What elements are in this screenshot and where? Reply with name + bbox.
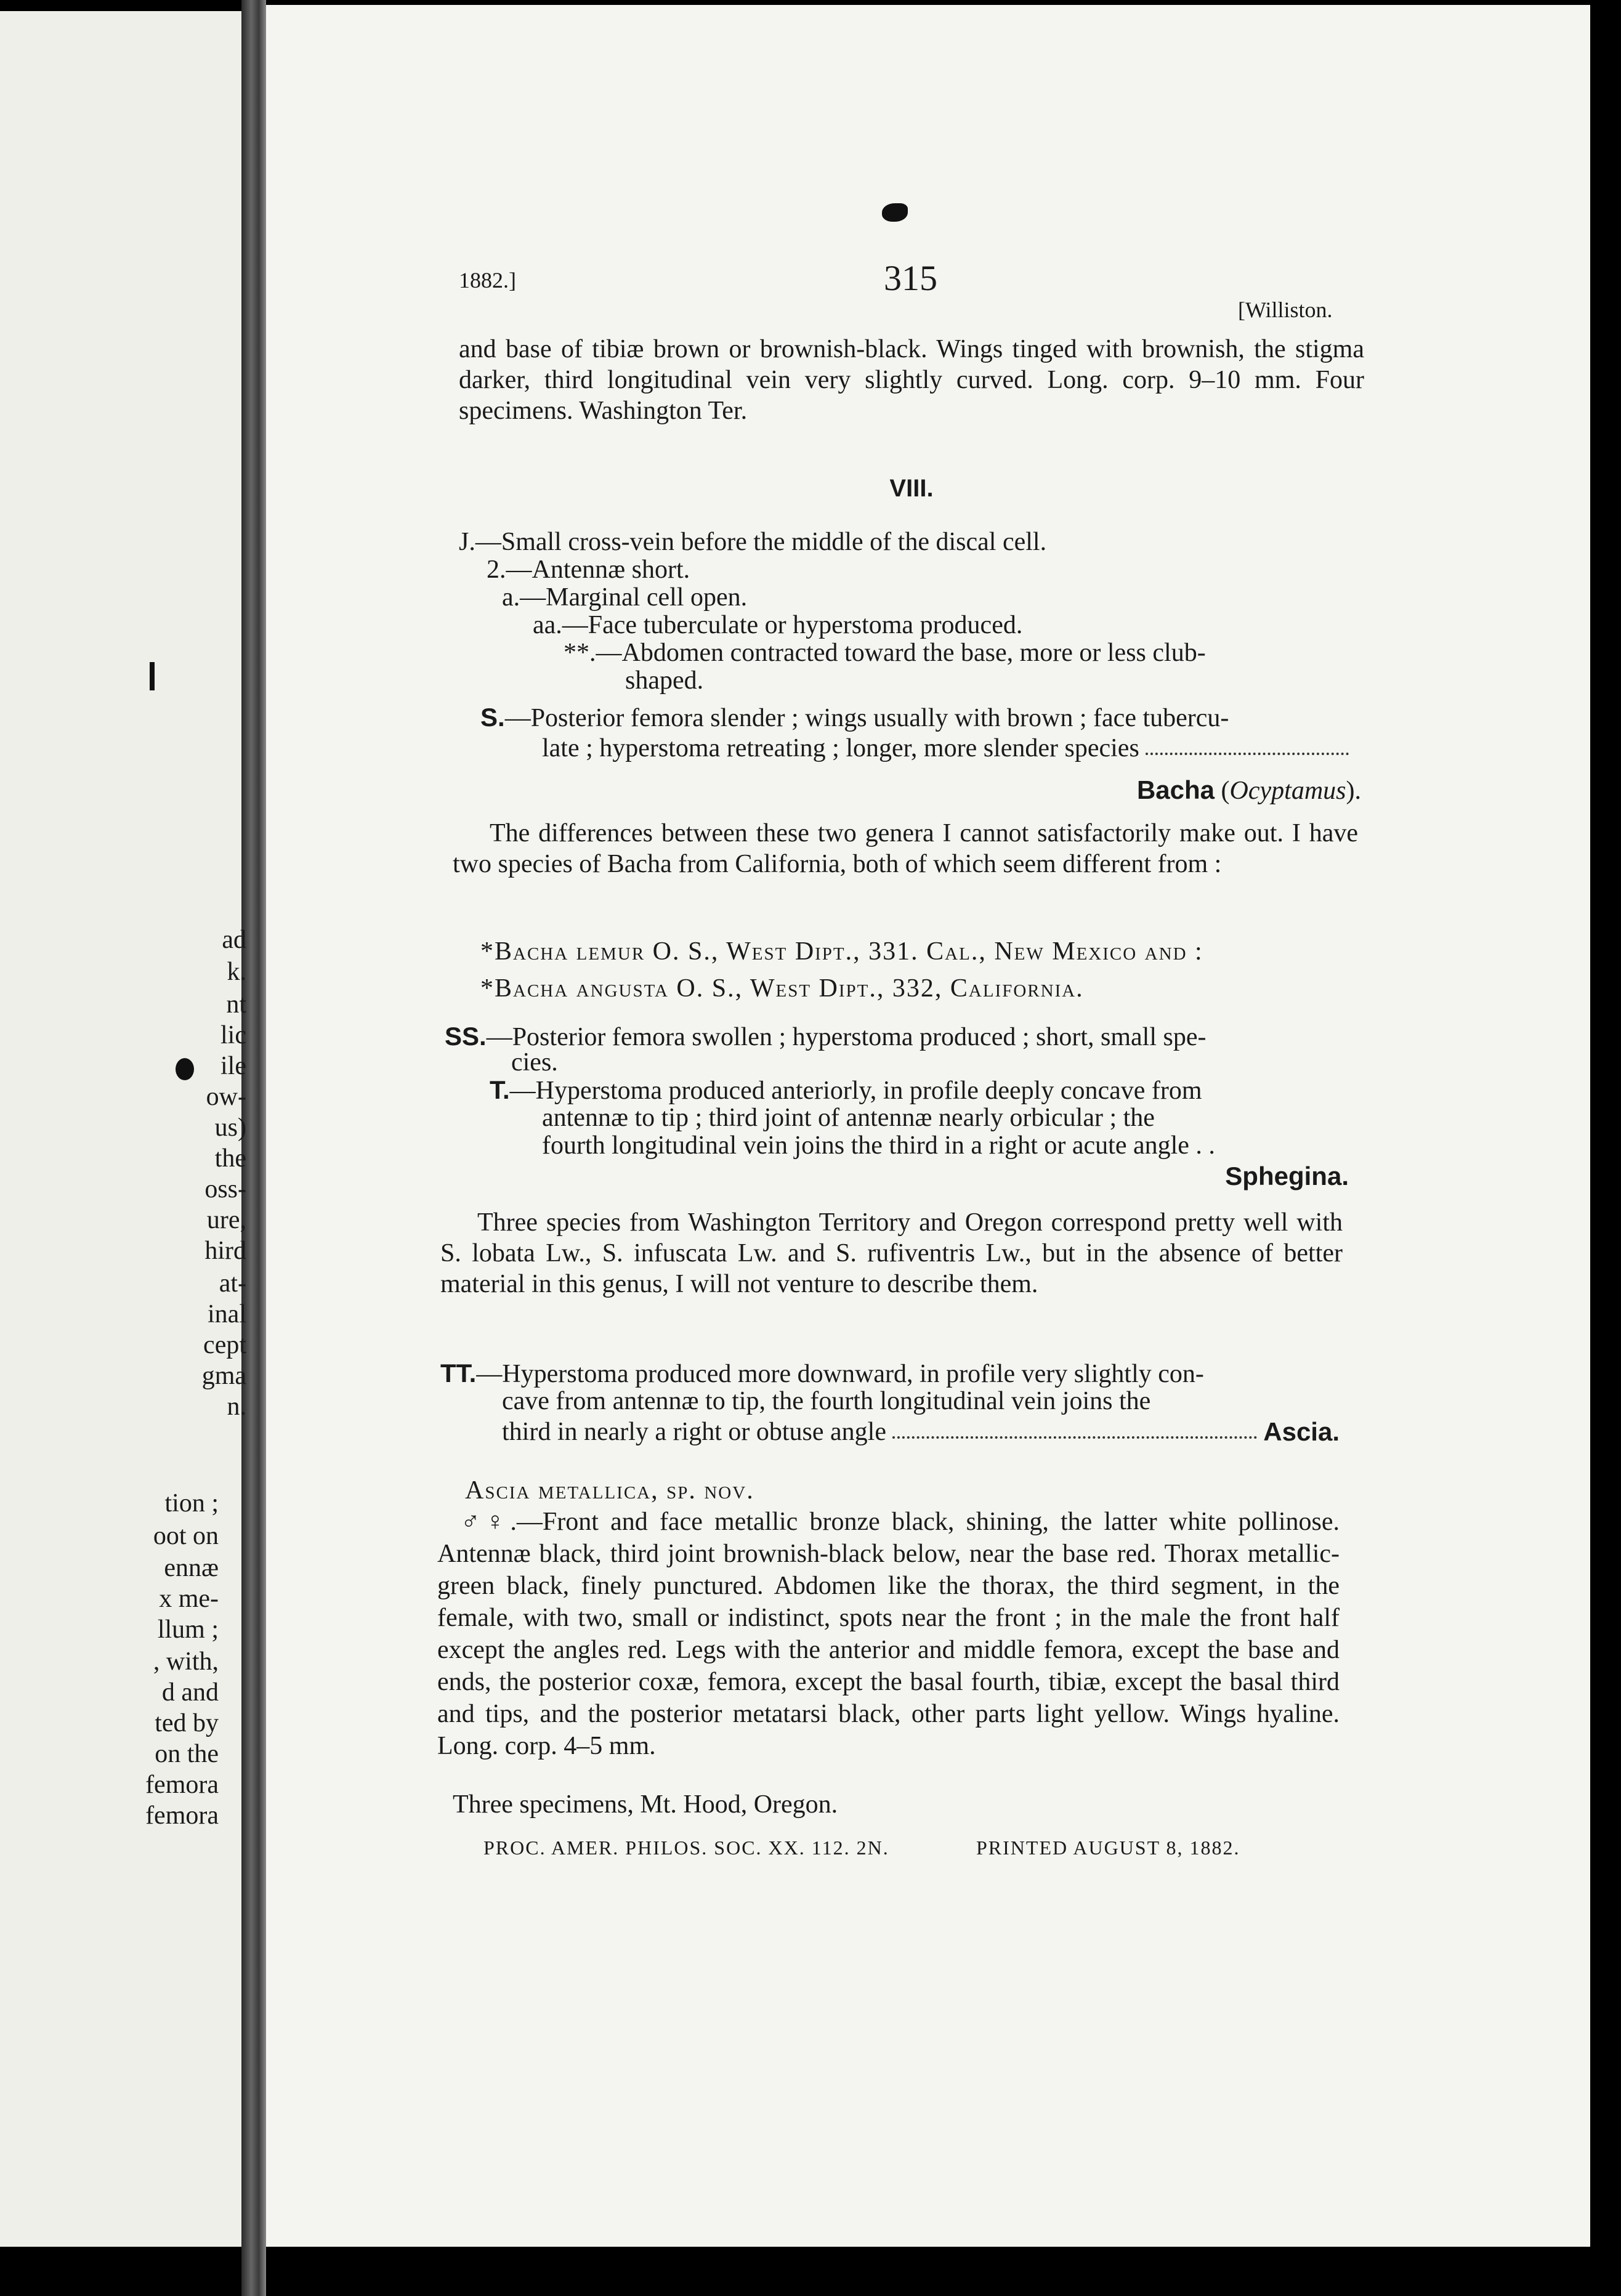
left-page-fragment: nt <box>226 990 246 1019</box>
key-tt-text: —Hyperstoma produced more downward, in profile very slightly con- <box>476 1360 1204 1388</box>
paragraph-three-species: Three species from Washington Territory and Oregon correspond pretty well with S. lobata Lw., S. infuscata Lw. and S. rufiventris Lw., but in the absence of better material in this genus, I will not venture to describe them. <box>440 1208 1343 1298</box>
key-line-a: a.—Marginal cell open. <box>502 583 748 612</box>
page-number: 315 <box>884 258 937 298</box>
key-ss-line1 <box>445 1021 1206 1053</box>
key-t-text: —Hyperstoma produced anteriorly, in profile deeply concave from <box>509 1077 1202 1105</box>
header-year: 1882.] <box>459 268 516 293</box>
key-s-label: S. <box>480 703 505 732</box>
left-page-fragment: tion ; <box>164 1489 219 1518</box>
key-s-text: —Posterior femora slender ; wings usually with brown ; face tubercu- <box>504 704 1229 732</box>
genus-bacha: Bacha <box>1136 775 1215 804</box>
footer-right: PRINTED AUGUST 8, 1882. <box>976 1837 1240 1859</box>
key-ss-text: —Posterior femora swollen ; hyperstoma produced ; short, small spe- <box>486 1023 1207 1051</box>
left-page-fragment: gma <box>201 1362 246 1390</box>
left-page-fragment: x me- <box>159 1585 219 1613</box>
key-tt-label: TT. <box>440 1359 477 1388</box>
key-t-label: T. <box>490 1075 510 1104</box>
left-page-fragment: oss- <box>204 1175 246 1203</box>
new-species-heading: Ascia metallica, sp. nov. <box>465 1476 754 1505</box>
left-page-fragment: us) <box>214 1114 246 1142</box>
species-bacha-lemur: *Bacha lemur O. S., West Dipt., 331. Cal., New Mexico and : <box>480 937 1203 966</box>
key-t-line2: antennæ to tip ; third joint of antennæ nearly orbicular ; the <box>542 1104 1155 1132</box>
left-page-fragment: n. <box>227 1393 246 1421</box>
left-page-fragment: ow- <box>206 1083 246 1111</box>
paragraph-differences: The differences between these two genera I cannot satisfactorily make out. I have two species of Bacha from California, both of which seem different from : <box>453 819 1358 878</box>
key-tt-text3: third in nearly a right or obtuse angle <box>502 1418 886 1446</box>
left-page-fragment: hird <box>204 1237 246 1265</box>
left-page-fragment: the <box>214 1144 246 1173</box>
key-ss-label: SS. <box>445 1022 487 1051</box>
key-line-stars: **.—Abdomen contracted toward the base, more or less club- <box>564 639 1206 667</box>
left-page-fragment: , with, <box>153 1647 219 1676</box>
left-page-fragment: k. <box>227 958 246 986</box>
left-page-fragment: lic <box>220 1021 246 1049</box>
key-t-line1 <box>490 1075 1202 1106</box>
left-page-fragment: llum ; <box>157 1615 219 1644</box>
ink-blot <box>176 1058 194 1080</box>
left-page-fragment: ile <box>220 1052 246 1080</box>
genus-sphegina: Sphegina. <box>1225 1162 1349 1190</box>
key-tt-line3 <box>502 1417 1340 1447</box>
left-page-fragment: oot on <box>153 1522 219 1550</box>
synonym-ocyptamus: Ocyptamus <box>1229 777 1346 805</box>
section-heading: VIII. <box>889 475 934 502</box>
leader-dots <box>1146 753 1349 755</box>
left-page-fragment: femora <box>145 1801 219 1830</box>
leader-dots <box>892 1436 1257 1439</box>
key-line-aa: aa.—Face tuberculate or hyperstoma produced. <box>533 611 1023 639</box>
key-s-genus-line: Bacha (Ocyptamus). <box>1136 775 1361 805</box>
key-line-2: 2.—Antennæ short. <box>487 556 690 584</box>
header-author: [Williston. <box>1238 297 1333 322</box>
left-page-fragment: ad <box>222 926 246 954</box>
left-page-fragment: ure, <box>206 1206 246 1234</box>
key-s-line1 <box>480 702 1229 734</box>
footer-left: PROC. AMER. PHILOS. SOC. XX. 112. 2N. <box>483 1837 889 1859</box>
left-page-fragment: at- <box>219 1269 246 1298</box>
left-page-fragment: femora <box>145 1771 219 1799</box>
key-s-line2 <box>542 733 1355 764</box>
key-tt-line2: cave from antennæ to tip, the fourth longitudinal vein joins the <box>502 1387 1151 1415</box>
key-line-j: J.—Small cross-vein before the middle of the discal cell. <box>459 528 1047 556</box>
ink-speck <box>150 662 155 690</box>
ink-blot <box>882 203 908 222</box>
left-page-fragment: d and <box>161 1678 219 1707</box>
key-line-stars-cont: shaped. <box>625 666 704 695</box>
left-page-fragment: ted by <box>155 1709 219 1737</box>
key-t-line3: fourth longitudinal vein joins the third in a right or acute angle . . <box>542 1131 1215 1160</box>
left-page-fragment: cept <box>203 1331 246 1359</box>
paragraph-continuation: and base of tibiæ brown or brownish-black. Wings tinged with brownish, the stigma darker, third longitudinal vein very slightly curved. Long. corp. 9–10 mm. Four specimens. Washington Ter. <box>459 335 1364 425</box>
species-description: ♂♀.—Front and face metallic bronze black, shining, the latter white pollinose. Antennæ black, third joint brownish-black below, near the base red. Thorax metallic-green black, finely punctured. Abdomen like the thorax, the third segment, in the female, with two, small or indistinct, spots near the front ; in the male the front half except the angles red. Legs with the anterior and middle femora, except the base and ends, the posterior coxæ, femora, except the basal fourth, tibiæ, except the basal third and tips, and the posterior metatarsi black, other parts light yellow. Wings hyaline. Long. corp. 4–5 mm. <box>437 1508 1340 1760</box>
left-page-fragment: inal <box>208 1300 246 1328</box>
key-tt-line1 <box>440 1358 1204 1389</box>
key-ss-line2: cies. <box>511 1048 558 1077</box>
species-locality: Three specimens, Mt. Hood, Oregon. <box>453 1790 838 1819</box>
key-s-text2: late ; hyperstoma retreating ; longer, more slender species <box>542 734 1139 762</box>
left-page-fragment: on the <box>155 1740 219 1768</box>
genus-ascia: Ascia. <box>1263 1417 1340 1446</box>
left-page-fragment: ennæ <box>164 1554 219 1582</box>
species-bacha-angusta: *Bacha angusta O. S., West Dipt., 332, California. <box>480 974 1084 1003</box>
